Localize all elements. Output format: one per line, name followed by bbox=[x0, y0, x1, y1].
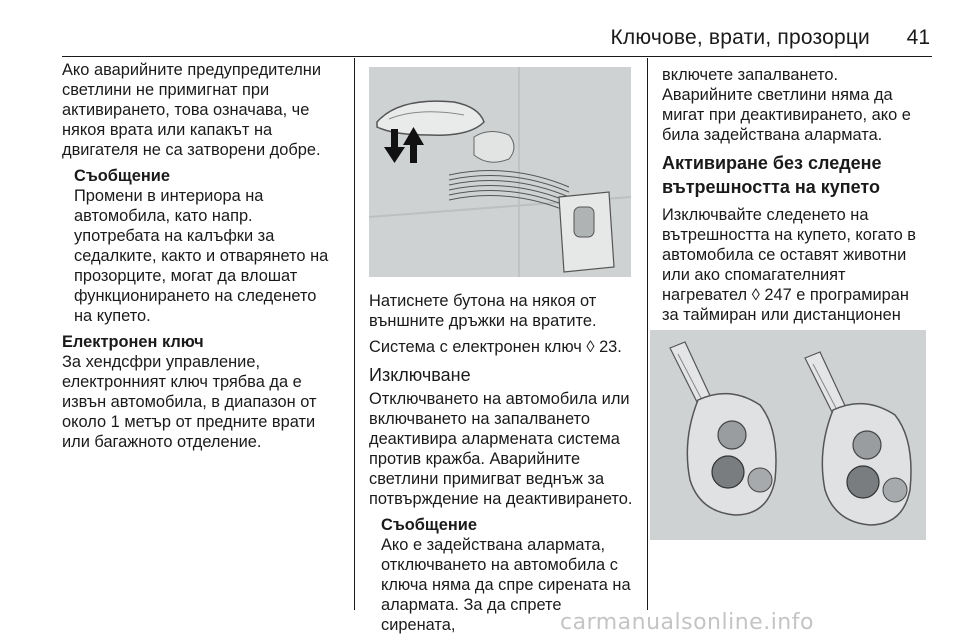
note-line: ключа няма да спре сирената на bbox=[381, 576, 631, 594]
note-line: Ако е задействана алармата, bbox=[381, 536, 606, 554]
column-2 bbox=[369, 291, 639, 635]
cont-line: включете запалването. bbox=[662, 66, 839, 84]
page-number: 41 bbox=[906, 26, 930, 49]
column-divider-2 bbox=[647, 58, 648, 610]
note-line: употребата на калъфки за bbox=[74, 227, 275, 245]
section-title: Електронен ключ bbox=[62, 333, 204, 351]
page-header-title: Ключове, врати, прозорци bbox=[610, 26, 870, 49]
body-line-with-ref bbox=[662, 285, 937, 305]
body-line: включването на запалването bbox=[369, 410, 590, 428]
note-label: Съобщение bbox=[381, 516, 477, 534]
intro-line: Ако аварийните предупредителни bbox=[62, 61, 321, 79]
reference-page: 23. bbox=[599, 338, 622, 356]
trunk-button-icon bbox=[748, 468, 772, 492]
body-line: Изключвайте следенето на bbox=[662, 206, 869, 224]
lock-button-icon bbox=[853, 431, 881, 459]
lock-button-icon bbox=[718, 421, 746, 449]
column-3 bbox=[662, 65, 937, 345]
reference-text: Система с електронен ключ bbox=[369, 338, 582, 356]
remote-keys-illustration bbox=[650, 330, 926, 540]
section-line: За хендсфри управление, bbox=[62, 353, 261, 371]
intro-line: светлини не примигнат при bbox=[62, 81, 270, 99]
section-heading: Активиране без следене bbox=[662, 153, 882, 173]
column-divider-1 bbox=[354, 58, 355, 610]
watermark: carmanualsonline.info bbox=[560, 610, 814, 635]
note-line: функционирането на следенето bbox=[74, 287, 317, 305]
body-line: за таймиран или дистанционен bbox=[662, 306, 901, 324]
body-line: автомобила се оставят животни bbox=[662, 246, 907, 264]
section-line: електронният ключ трябва да е bbox=[62, 373, 302, 391]
note-line: Промени в интериора на bbox=[74, 187, 264, 205]
section-line: извън автомобила, в диапазон от bbox=[62, 393, 317, 411]
section-heading: Изключване bbox=[369, 365, 471, 385]
note-line: прозорците, могат да влошат bbox=[74, 267, 298, 285]
body-line: деактивира алармената система bbox=[369, 430, 620, 448]
note-line: на купето. bbox=[74, 307, 151, 325]
body-text: нагревател bbox=[662, 286, 748, 304]
note-line: алармата. За да спрете сирената, bbox=[381, 596, 562, 634]
note-line: седалките, както и отварянето на bbox=[74, 247, 329, 265]
body-line: или ако спомагателният bbox=[662, 266, 846, 284]
note-label: Съобщение bbox=[74, 167, 170, 185]
cont-line: мигат при деактивирането, ако е bbox=[662, 106, 911, 124]
remote-keys-drawing bbox=[650, 330, 926, 540]
trunk-button-icon bbox=[883, 478, 907, 502]
body-line: вътрешността на купето, когато в bbox=[662, 226, 916, 244]
body-text: 247 е програмиран bbox=[764, 286, 909, 304]
section-line: или багажното отделение. bbox=[62, 433, 262, 451]
intro-line: някоя врата или капакът на bbox=[62, 121, 273, 139]
column-1 bbox=[62, 60, 347, 452]
caption-line: външните дръжки на вратите. bbox=[369, 312, 597, 330]
section-heading: вътрешността на купето bbox=[662, 177, 880, 197]
header-rule bbox=[62, 56, 932, 57]
body-line: потвърждение на деактивирането. bbox=[369, 490, 633, 508]
section-line: около 1 метър от предните врати bbox=[62, 413, 316, 431]
door-handle-drawing bbox=[369, 67, 631, 277]
cont-line: Аварийните светлини няма да bbox=[662, 86, 893, 104]
body-line: светлини примигват веднъж за bbox=[369, 470, 605, 488]
body-line: против кражба. Аварийните bbox=[369, 450, 581, 468]
cross-reference bbox=[369, 337, 639, 357]
unlock-button-icon bbox=[847, 466, 879, 498]
note-block bbox=[62, 166, 347, 326]
note-line: отключването на автомобила с bbox=[381, 556, 618, 574]
page-ref-icon: ◊ bbox=[586, 338, 595, 356]
page-ref-icon: ◊ bbox=[751, 286, 760, 304]
unlock-button-icon bbox=[712, 456, 744, 488]
intro-line: двигателя не са затворени добре. bbox=[62, 141, 321, 159]
caption-line: Натиснете бутона на някоя от bbox=[369, 292, 597, 310]
body-line: Отключването на автомобила или bbox=[369, 390, 630, 408]
note-line: автомобила, като напр. bbox=[74, 207, 253, 225]
cont-line: била задействана алармата. bbox=[662, 126, 883, 144]
intro-line: активирането, това означава, че bbox=[62, 101, 310, 119]
door-handle-illustration bbox=[369, 67, 631, 277]
